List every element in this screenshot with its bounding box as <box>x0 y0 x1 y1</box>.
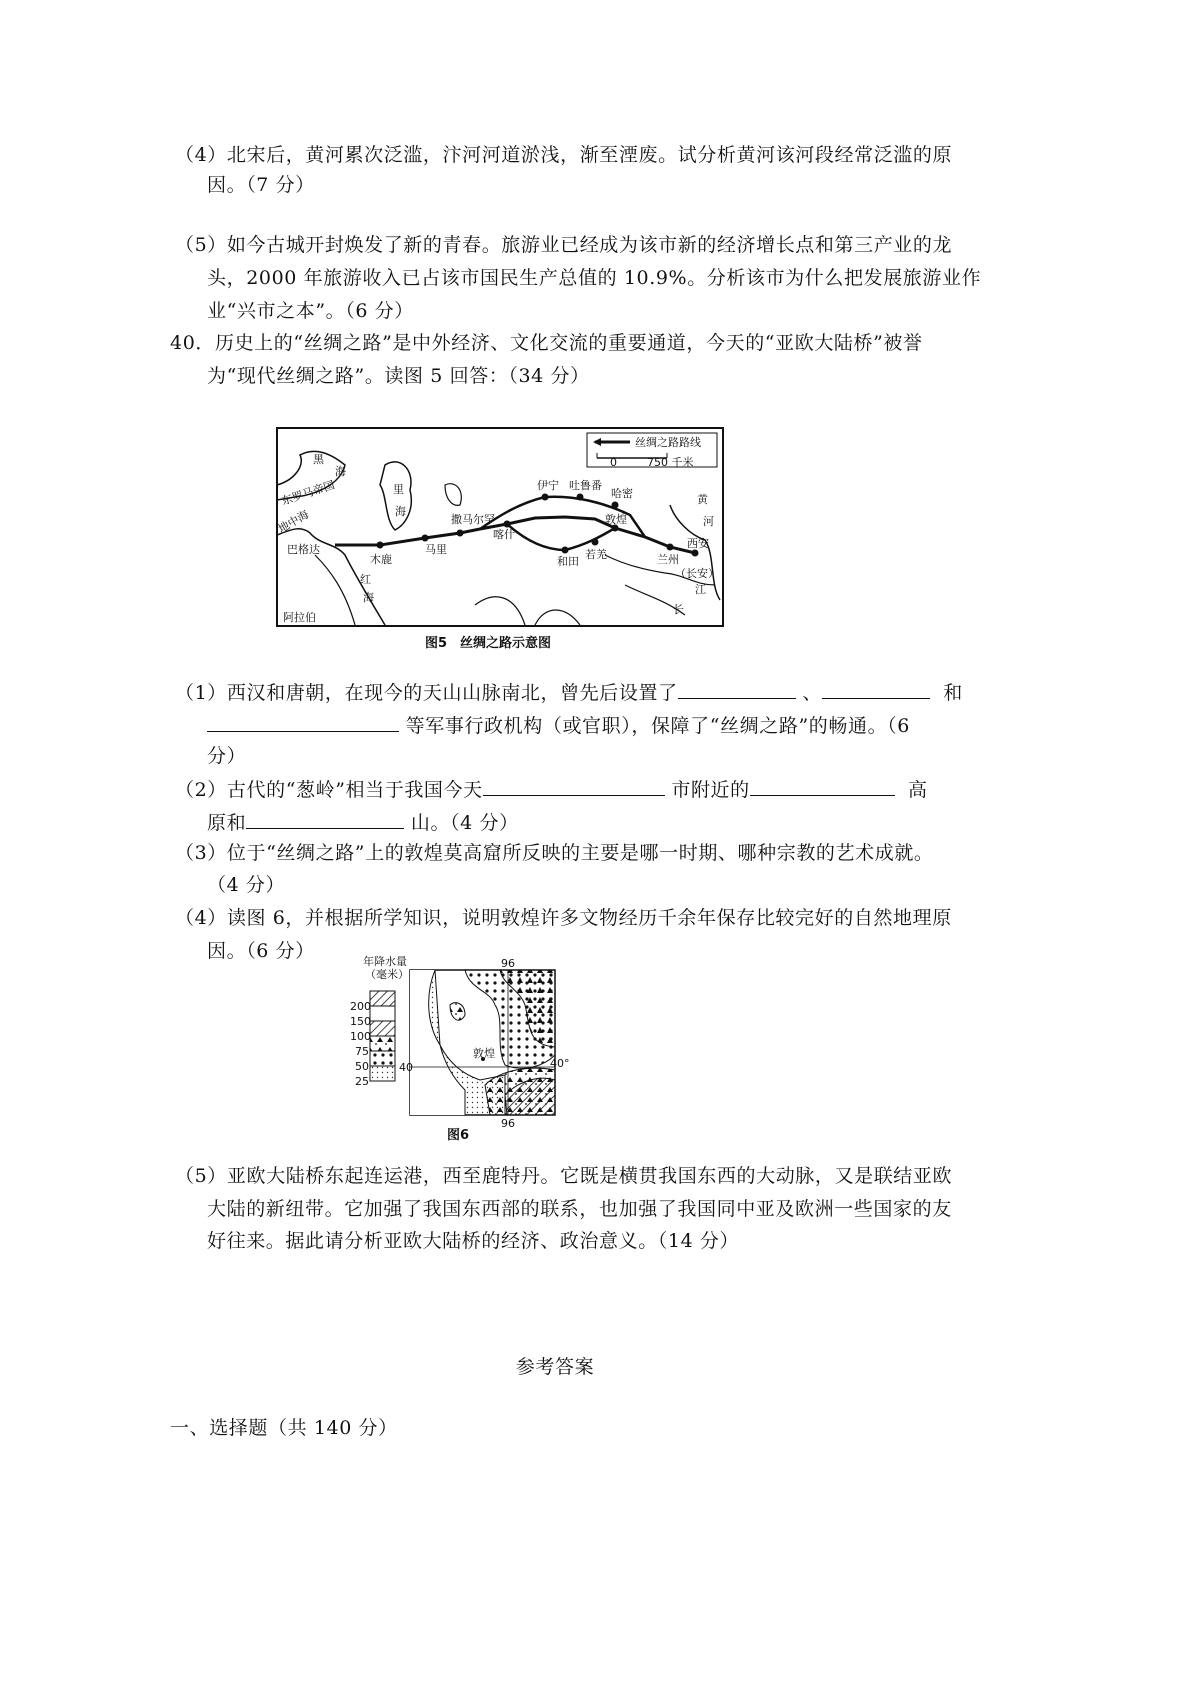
label-black-sea-2: 海 <box>335 465 346 478</box>
answer-blank-1-3[interactable] <box>207 711 399 732</box>
q39-p5-line3: 业“兴市之本”。（6 分） <box>207 300 414 322</box>
q40-intro-line2: 为“现代丝绸之路”。读图 5 回答：（34 分） <box>207 365 590 387</box>
label-yellow-river-1: 黄 <box>697 493 708 506</box>
label-xian: 西安 <box>687 537 709 550</box>
figure-6-caption: 图6 <box>447 1128 470 1143</box>
fig6-place-dunhuang: 敦煌 <box>473 1047 495 1060</box>
label-mediterranean: 地中海 <box>276 507 312 536</box>
q40-p2-text-a: （2）古代的“葱岭”相当于我国今天 <box>175 779 483 801</box>
fig6-legend-25: 25 <box>355 1075 369 1088</box>
label-yining: 伊宁 <box>537 479 559 492</box>
q40-p5-line1: （5）亚欧大陆桥东起连运港，西至鹿特丹。它既是横贯我国东西的大动脉，又是联结亚欧 <box>175 1165 953 1187</box>
fig6-lat-right: 40° <box>550 1057 570 1070</box>
figure-6-precipitation-map <box>350 955 570 1145</box>
legend-scale-label: 750 千米 <box>647 456 694 469</box>
label-lanzhou: 兰州 <box>657 553 679 566</box>
label-caspian-2: 海 <box>395 505 406 518</box>
label-yangtze-2: 长 <box>673 603 684 616</box>
label-dunhuang: 敦煌 <box>605 513 627 526</box>
q39-p5-line1: （5）如今古城开封焕发了新的青春。旅游业已经成为该市新的经济增长点和第三产业的龙 <box>175 234 953 256</box>
label-red-sea-2: 海 <box>363 591 374 604</box>
label-merv: 木鹿 <box>370 553 392 566</box>
answers-title: 参考答案 <box>515 1356 595 1378</box>
answer-blank-2-1[interactable] <box>483 775 665 796</box>
legend-scale-zero: 0 <box>610 456 617 469</box>
answer-blank-1-2[interactable] <box>822 678 930 699</box>
label-red-sea-1: 红 <box>360 573 371 586</box>
fig6-legend-200: 200 <box>350 1000 371 1013</box>
q40-p1-line2 <box>207 711 910 739</box>
label-byzantium: 东罗马帝国 <box>279 478 337 508</box>
label-hami: 哈密 <box>611 487 633 500</box>
q40-p4-line1: （4）读图 6，并根据所学知识，说明敦煌许多文物经历千余年保存比较完好的自然地理原 <box>175 907 952 929</box>
q40-p2-line2 <box>207 808 519 836</box>
label-yangtze-1: 江 <box>695 583 706 596</box>
q39-p4-line2: 因。（7 分） <box>207 174 315 196</box>
answers-section-1: 一、选择题（共 140 分） <box>170 1417 398 1439</box>
label-hotan: 和田 <box>557 555 579 568</box>
q40-p1-line3: 分） <box>207 745 247 767</box>
label-yellow-river-2: 河 <box>703 515 714 528</box>
label-turpan: 吐鲁番 <box>569 479 602 492</box>
label-baghdad: 巴格达 <box>287 543 320 556</box>
fig6-legend-title-2: （毫米） <box>365 968 409 981</box>
figure-5-caption: 图5 丝绸之路示意图 <box>425 636 552 651</box>
answer-blank-1-1[interactable] <box>678 678 796 699</box>
label-changan: （长安） <box>675 567 719 580</box>
fig6-legend-50: 50 <box>355 1060 369 1073</box>
label-samarkand: 撒马尔罕 <box>451 513 495 526</box>
q40-p3-line2: （4 分） <box>207 874 286 896</box>
q40-p3-line1: （3）位于“丝绸之路”上的敦煌莫高窟所反映的主要是哪一时期、哪种宗教的艺术成就。 <box>175 842 934 864</box>
fig6-lon-bottom: 96 <box>501 1117 515 1130</box>
q40-p1-text-a: （1）西汉和唐朝，在现今的天山山脉南北，曾先后设置了 <box>175 682 678 704</box>
answer-blank-2-2[interactable] <box>750 775 895 796</box>
answer-blank-2-3[interactable] <box>246 808 404 829</box>
label-mari: 马里 <box>425 543 447 556</box>
label-kashgar: 喀什 <box>493 528 515 541</box>
q39-p5-line2: 头，2000 年旅游收入已占该市国民生产总值的 10.9%。分析该市为什么把发展旅游业作 <box>207 267 982 289</box>
q40-intro-line1: 40．历史上的“丝绸之路”是中外经济、文化交流的重要通道，今天的“亚欧大陆桥”被誉 <box>170 332 923 354</box>
q40-p1-text-b: 等军事行政机构（或官职），保障了“丝绸之路”的畅通。（6 <box>405 715 910 737</box>
label-ruoqiang: 若羌 <box>585 548 607 561</box>
q40-p1-sep2: 和 <box>943 682 963 704</box>
q40-p4-line2: 因。（6 分） <box>207 940 315 962</box>
q39-p4-line1: （4）北宋后，黄河累次泛滥，汴河河道淤浅，渐至湮废。试分析黄河该河段经常泛滥的原 <box>175 144 953 166</box>
legend-route-label: 丝绸之路路线 <box>635 436 701 449</box>
q40-p1-sep1: 、 <box>802 682 822 704</box>
fig6-lat-left: 40 <box>399 1061 413 1074</box>
q40-p5-line3: 好往来。据此请分析亚欧大陆桥的经济、政治意义。（14 分） <box>207 1230 740 1252</box>
fig6-legend-title-1: 年降水量 <box>363 955 407 968</box>
fig6-legend-100: 100 <box>350 1030 371 1043</box>
label-arabia: 阿拉伯 <box>283 611 316 624</box>
label-caspian-1: 里 <box>393 483 404 496</box>
fig6-lon-top: 96 <box>501 957 515 970</box>
label-black-sea-1: 黑 <box>313 453 324 466</box>
q40-p5-line2: 大陆的新纽带。它加强了我国东西部的联系，也加强了我国同中亚及欧洲一些国家的友 <box>207 1198 952 1220</box>
fig6-legend-150: 150 <box>350 1015 371 1028</box>
figure-5-silk-road-map <box>275 425 725 655</box>
q40-p2-text-e: 山。（4 分） <box>410 812 519 834</box>
q40-p2-text-d: 原和 <box>207 812 247 834</box>
q40-p2-text-c: 高 <box>908 779 928 801</box>
fig6-legend-75: 75 <box>355 1045 369 1058</box>
q40-p1-line1 <box>175 678 963 706</box>
q40-p2-line1 <box>175 775 928 803</box>
q40-p2-text-b: 市附近的 <box>671 779 750 801</box>
